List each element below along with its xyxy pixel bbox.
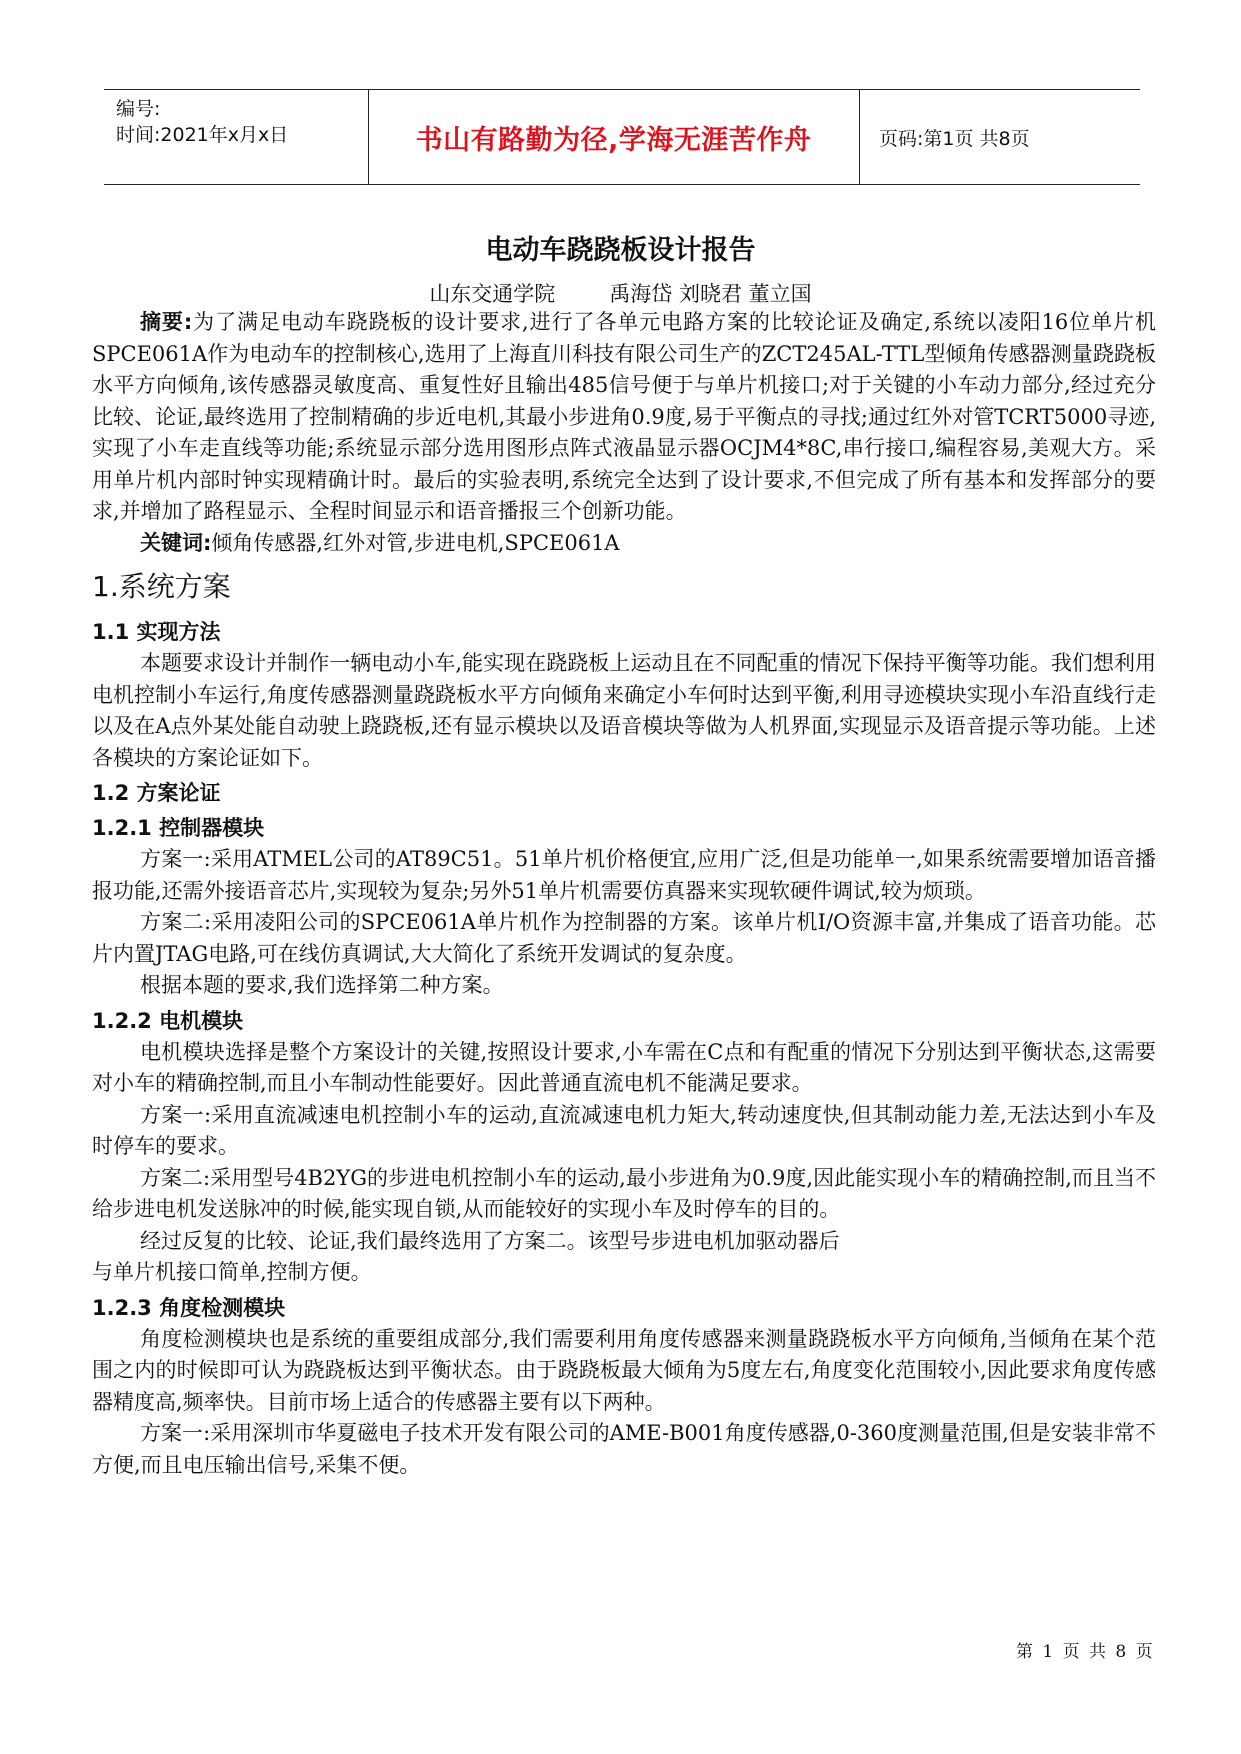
keywords-label: 关键词: — [140, 530, 212, 555]
header-page-code: 页码:第1页 共8页 — [879, 127, 1030, 150]
header-motto: 书山有路勤为径,学海无涯苦作舟 — [415, 124, 812, 156]
angle-intro: 角度检测模块也是系统的重要组成部分,我们需要利用角度传感器来测量跷跷板水平方向倾角,当倾角在某个范围之内的时候即可认为跷跷板达到平衡状态。由于跷跷板最大倾角为5度左右,角度变化范围较小,因此要求角度传感器精度高,频率快。目前市场上适合的传感器主要有以下两种。 — [92, 1326, 1156, 1414]
abstract-paragraph — [92, 307, 1156, 528]
abstract-label: 摘要: — [140, 310, 193, 334]
document-time-label: 时间:2021年x月x日 — [116, 124, 289, 146]
motor-intro: 电机模块选择是整个方案设计的关键,按照设计要求,小车需在C点和有配重的情况下分别达到平衡状态,这需要对小车的精确控制,而且小车制动性能要好。因此普通直流电机不能满足要求。 — [92, 1039, 1156, 1095]
motor-option-2: 方案二:采用型号4B2YG的步进电机控制小车的运动,最小步进角为0.9度,因此能实现小车的精确控制,而且当不给步进电机发送脉冲的时候,能实现自锁,从而能较好的实现小车及时停车的目的。 — [92, 1165, 1156, 1221]
page-footer: 第 1 页 共 8 页 — [1016, 1642, 1155, 1662]
section-1-2-2-heading: 1.2.2 电机模块 — [92, 1008, 244, 1033]
header-left-cell — [104, 90, 369, 184]
section-1-2-3-heading: 1.2.3 角度检测模块 — [92, 1295, 286, 1320]
section-1-1-paragraph: 本题要求设计并制作一辆电动小车,能实现在跷跷板上运动且在不同配重的情况下保持平衡等功能。我们想利用电机控制小车运行,角度传感器测量跷跷板水平方向倾角来确定小车何时达到平衡,利用寻迹模块实现小车沿直线行走以及在A点外某处能自动驶上跷跷板,还有显示模块以及语音模块等做为人机界面,实现显示及语音提示等功能。上述各模块的方案论证如下。 — [92, 651, 1156, 770]
author-school: 山东交通学院 — [429, 282, 556, 306]
section-1-2-heading: 1.2 方案论证 — [92, 781, 221, 805]
document-body — [92, 307, 1156, 1481]
angle-option-1: 方案一:采用深圳市华夏磁电子技术开发有限公司的AME-B001角度传感器,0-360度测量范围,但是安装非常不方便,而且电压输出信号,采集不便。 — [92, 1421, 1156, 1477]
header-right-cell — [859, 90, 1140, 184]
document-title: 电动车跷跷板设计报告 — [485, 235, 756, 266]
document-header — [104, 89, 1140, 185]
motor-conclusion-line-2: 与单片机接口简单,控制方便。 — [92, 1260, 372, 1284]
header-motto-cell — [368, 90, 860, 184]
section-1-2-1-heading: 1.2.1 控制器模块 — [92, 816, 265, 840]
section-1-1-heading: 1.1 实现方法 — [92, 620, 221, 644]
controller-option-2: 方案二:采用凌阳公司的SPCE061A单片机作为控制器的方案。该单片机I/O资源丰富,并集成了语音功能。芯片内置JTAG电路,可在线仿真调试,大大简化了系统开发调试的复杂度。 — [92, 910, 1156, 966]
author-line — [0, 278, 1241, 308]
abstract-text: 为了满足电动车跷跷板的设计要求,进行了各单元电路方案的比较论证及确定,系统以凌阳16位单片机SPCE061A作为电动车的控制核心,选用了上海直川科技有限公司生产的ZCT245AL-TTL型倾角传感器测量跷跷板水平方向倾角,该传感器灵敏度高、重复性好且输出485信号便于与单片机接口;对于关键的小车动力部分,经过充分比较、论证,最终选用了控制精确的步近电机,其最小步进角0.9度,易于平衡点的寻找;通过红外对管TCRT5000寻迹,实现了小车走直线等功能;系统显示部分选用图形点阵式液晶显示器OCJM4*8C,串行接口,编程容易,美观大方。采用单片机内部时钟实现精确计时。最后的实验表明,系统完全达到了设计要求,不但完成了所有基本和发挥部分的要求,并增加了路程显示、全程时间显示和语音播报三个创新功能。 — [92, 310, 1156, 523]
controller-conclusion: 根据本题的要求,我们选择第二种方案。 — [140, 973, 504, 997]
motor-option-1: 方案一:采用直流减速电机控制小车的运动,直流减速电机力矩大,转动速度快,但其制动能力差,无法达到小车及时停车的要求。 — [92, 1102, 1156, 1158]
motor-conclusion-line-1: 经过反复的比较、论证,我们最终选用了方案二。该型号步进电机加驱动器后 — [140, 1228, 840, 1253]
keywords-paragraph — [92, 528, 1156, 560]
author-names: 禹海岱 刘晓君 董立国 — [609, 282, 812, 306]
keywords-text: 倾角传感器,红外对管,步进电机,SPCE061A — [211, 530, 620, 555]
controller-option-1: 方案一:采用ATMEL公司的AT89C51。51单片机价格便宜,应用广泛,但是功能单一,如果系统需要增加语音播报功能,还需外接语音芯片,实现较为复杂;另外51单片机需要仿真器来实现软硬件调试,较为烦琐。 — [92, 847, 1156, 903]
section-1-heading: 1.系统方案 — [92, 570, 231, 603]
document-number-label: 编号: — [116, 98, 161, 120]
